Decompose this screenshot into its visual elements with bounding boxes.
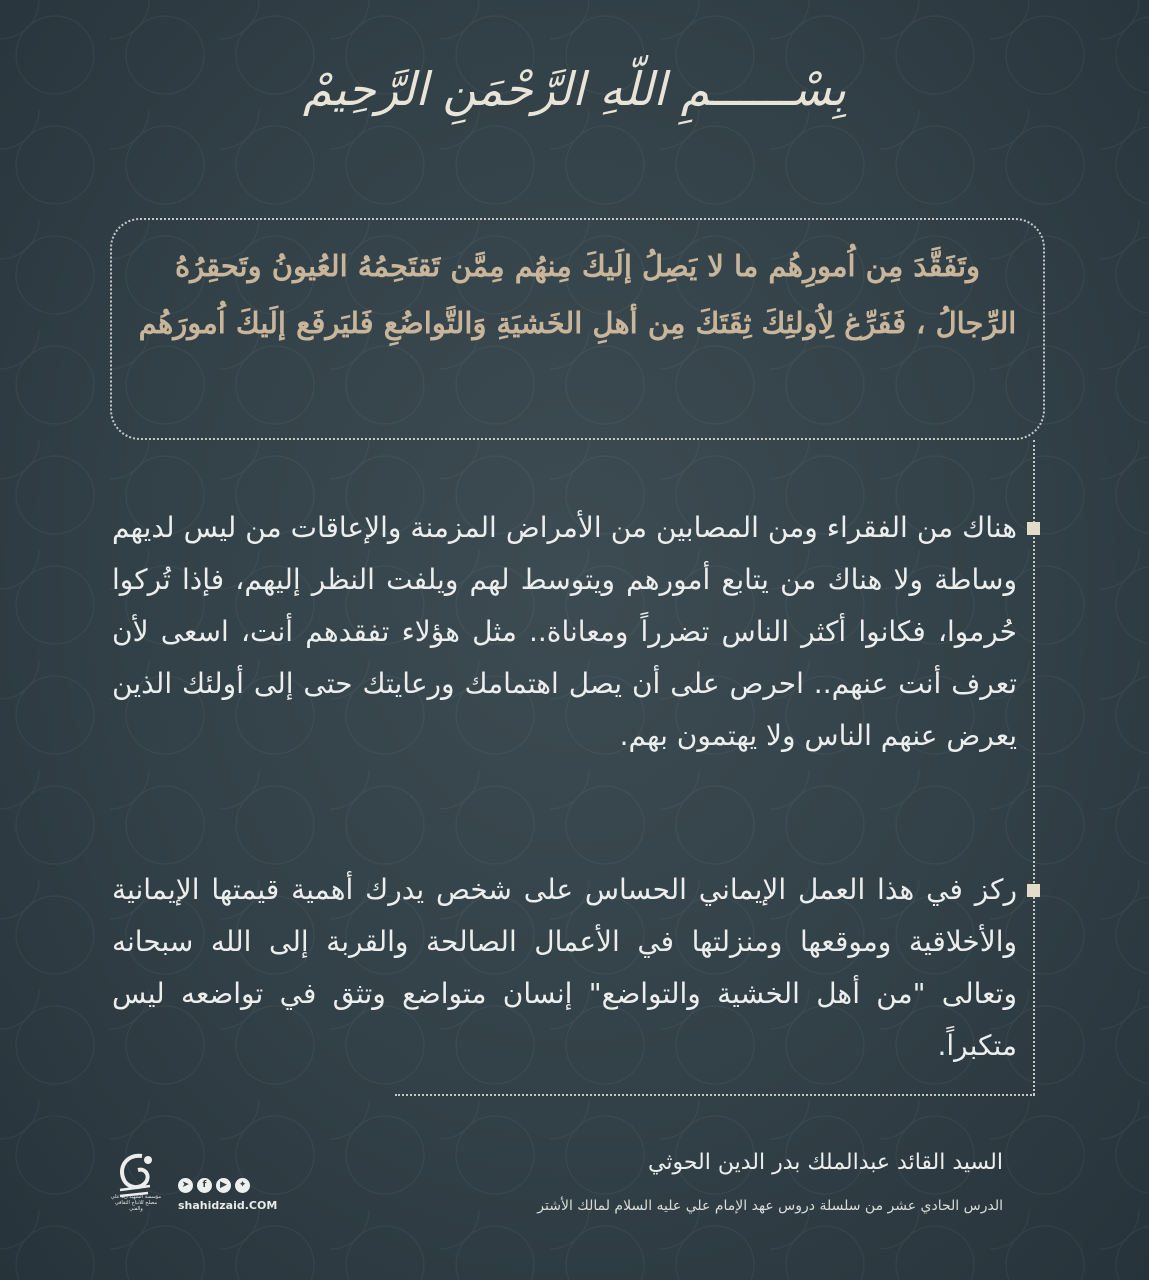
basmala-heading: بِسْــــــمِ اللّهِ الرَّحْمَنِ الرَّحِيمْ [302,62,847,116]
paragraph-1: هناك من الفقراء ومن المصابين من الأمراض المزمنة والإعاقات من ليس لديهم وساطة ولا هناك من يتابع أمورهم ويتوسط لهم ويلفت النظر إليهم، فإذا تُركوا حُرموا، فكانوا أكثر الناس تضرراً ومعاناة.. مثل هؤلاء تفقدهم أنت، اسعى لأن تعرف أنت عنهم.. احرص على أن يصل اهتمامك ورعايتك حتى إلى أولئك الذين يعرض عنهم الناس ولا يهتمون بهم. [112,511,1017,752]
twitter-icon[interactable]: ✦ [235,1178,250,1193]
organization-name: مؤسسة الشهيد زيد علي مصلح للانتاج الثقافي والفني [110,1194,162,1212]
telegram-icon[interactable]: ➤ [178,1178,193,1193]
speaker-name: السيد القائد عبدالملك بدر الدين الحوثي [648,1150,1003,1175]
lesson-source: الدرس الحادي عشر من سلسلة دروس عهد الإمام علي عليه السلام لمالك الأشتر [537,1198,1003,1214]
frame-bottom-line [395,1094,1035,1096]
bullet-square-icon [1027,884,1040,897]
frame-side-line [1033,440,1035,1095]
website-link[interactable]: shahidzaid.COM [178,1199,278,1212]
quote-text: وتَفَقَّدَ مِن اُمورِهُم ما لا يَصِلُ إلَيكَ مِنهُم مِمَّن تَقتَحِمُهُ العُيونُ وتَحقِرُهُ الرِّجالُ ، فَفَرِّغ لِاُولئِكَ ثِقَتَكَ مِن أهلِ الخَشيَةِ وَالتَّواضُعِ فَليَرفَع إلَيكَ اُمورَهُم [138,249,1017,340]
paragraph-2: ركز في هذا العمل الإيماني الحساس على شخص يدرك أهمية قيمتها الإيمانية والأخلاقية وموقعها ومنزلتها في الأعمال الصالحة والقربة إلى الله سبحانه وتعالى "من أهل الخشية والتواضع" إنسان متواضع وتثق في تواضعه ليس متكبراً. [112,873,1017,1062]
social-links [178,1178,250,1193]
youtube-icon[interactable]: ▶ [216,1178,231,1193]
bullet-square-icon [1027,522,1040,535]
facebook-icon[interactable]: f [197,1178,212,1193]
